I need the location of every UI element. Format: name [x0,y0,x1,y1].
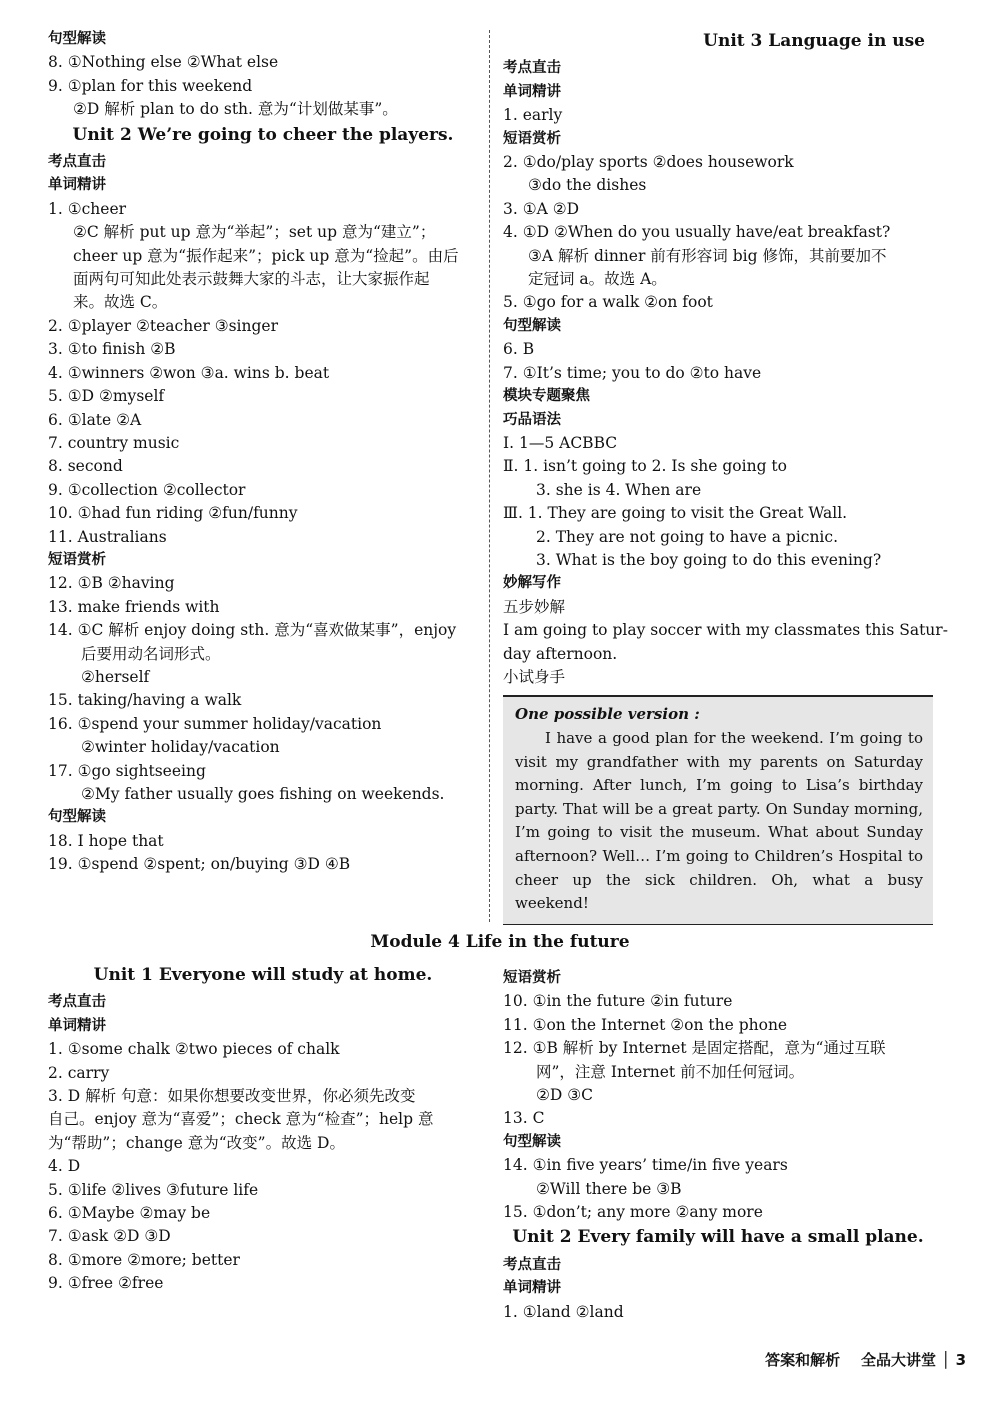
answer-line: 11. ①on the Internet ②on the phone [503,1015,788,1034]
answer-line: 2. ①do/play sports ②does housework [503,153,794,172]
answer-line: 9. ①plan for this weekend [48,76,253,95]
answer-line: 1. ①cheer [48,199,127,218]
sample-essay-box [503,695,933,924]
module-title: Module 4 Life in the future [370,932,630,952]
answer-line: Ⅱ. 1. isn’t going to 2. Is she going to [503,457,787,476]
answer-line: ②Will there be ③B [536,1179,682,1198]
answer-line: ②herself [81,667,150,686]
answer-line: 12. ①B ②having [48,574,175,593]
answer-line: 19. ①spend ②spent; on/buying ③D ④B [48,855,351,874]
answer-line: 5. ①D ②myself [48,387,165,406]
answer-line: 8. second [48,457,123,476]
answer-line: 后要用动名词形式。 [81,644,221,663]
answer-line: ②C 解析 put up 意为“举起”；set up 意为“建立”； [73,223,436,242]
answer-line: 13. make friends with [48,597,220,616]
section-heading: 妙解写作 [503,575,561,592]
answer-line: 2. ①player ②teacher ③singer [48,316,279,335]
answer-line: 9. ①collection ②collector [48,480,246,499]
answer-line: Ⅲ. 1. They are going to visit the Great Wall. [503,504,848,523]
answer-line: day afternoon. [503,644,618,663]
answer-line: 10. ①in the future ②in future [503,992,733,1011]
section-heading: 单词精讲 [48,177,106,194]
section-heading: 句型解读 [503,317,561,334]
answer-line: 为“帮助”；change 意为“改变”。故选 D。 [48,1133,345,1152]
answer-line: 3. she is 4. When are [536,480,702,499]
answer-line: ②winter holiday/vacation [81,738,280,757]
answer-line: 面两句可知此处表示鼓舞大家的斗志，让大家振作起 [73,270,430,289]
section-heading: 单词精讲 [48,1017,106,1034]
answer-line: 2. carry [48,1063,110,1082]
answer-line: ③do the dishes [528,176,647,195]
answer-line: 5. ①go for a walk ②on foot [503,293,713,312]
answer-line: 10. ①had fun riding ②fun/funny [48,504,298,523]
section-heading: 单词精讲 [503,83,561,100]
footer-label: 答案和解析 [765,1351,841,1369]
section-heading: 巧品语法 [503,411,561,428]
answer-line: 自己。enjoy 意为“喜爱”；check 意为“检查”；help 意 [48,1110,434,1129]
answer-line: 1. ①some chalk ②two pieces of chalk [48,1040,340,1059]
answer-line: 13. C [503,1109,545,1128]
answer-line: 3. D 解析 句意：如果你想要改变世界，你必须先改变 [48,1087,416,1106]
answer-line: 1. ①land ②land [503,1302,624,1321]
answer-line: ③A 解析 dinner 前有形容词 big 修饰，其前要加不 [528,246,887,265]
page-number: 3 [955,1351,966,1369]
section-heading: 短语赏析 [503,970,561,986]
answer-line: ②D 解析 plan to do sth. 意为“计划做某事”。 [73,100,398,119]
left-column-bottom [48,962,478,1296]
page-footer [765,1349,966,1370]
answer-line: 15. taking/having a walk [48,691,242,710]
section-heading: 单词精讲 [503,1280,561,1297]
answer-line: 来。故选 C。 [73,293,168,312]
right-column-top [503,28,948,925]
answer-line: 定冠词 a。故选 A。 [528,270,667,289]
section-heading: 考点直击 [503,1256,561,1273]
answer-line: 3. ①A ②D [503,199,580,218]
unit-title: Unit 2 Every family will have a small plane. [512,1227,924,1248]
section-heading: 考点直击 [48,154,106,171]
answer-line: 14. ①C 解析 enjoy doing sth. 意为“喜欢做某事”，enjoy [48,621,457,640]
column-divider [489,30,490,922]
answer-line: Ⅰ. 1—5 ACBBC [503,433,618,452]
answer-line: 网”，注意 Internet 前不加任何冠词。 [536,1062,805,1081]
answer-line: 14. ①in five years’ time/in five years [503,1156,788,1175]
sub-heading: 小试身手 [503,667,566,686]
answer-line: 6. B [503,340,535,359]
answer-line: 7. ①It’s time; you to do ②to have [503,363,762,382]
answer-line: 2. They are not going to have a picnic. [536,527,839,546]
answer-line: 6. ①Maybe ②may be [48,1204,211,1223]
answer-line: 7. country music [48,433,180,452]
answer-line: ②My father usually goes fishing on weekends. [81,785,445,803]
footer-brand: 全品大讲堂 [861,1351,937,1369]
answer-line: 9. ①free ②free [48,1274,164,1293]
version-label: One possible version : [515,705,700,724]
section-heading: 短语赏析 [503,130,561,147]
answer-line: 11. Australians [48,527,167,546]
section-heading: 考点直击 [503,60,561,77]
answer-line: 16. ①spend your summer holiday/vacation [48,714,382,733]
unit-title: Unit 1 Everyone will study at home. [93,965,433,985]
section-heading: 句型解读 [503,1133,561,1150]
footer-separator: │ [941,1351,951,1369]
unit-title: Unit 2 We’re going to cheer the players. [72,124,454,145]
answer-line: 12. ①B 解析 by Internet 是固定搭配，意为“通过互联 [503,1039,886,1058]
answer-line: 3. What is the boy going to do this evening? [536,550,882,569]
answer-line: 8. ①more ②more; better [48,1250,240,1269]
answer-line: I am going to play soccer with my classmates this Satur- [503,621,948,640]
sub-heading: 五步妙解 [503,597,566,616]
answer-line: 4. ①D ②When do you usually have/eat breakfast? [503,223,891,242]
essay-text: I have a good plan for the weekend. I’m going to visit my grandfather with my parents on Saturday morning. After lunch, I’m going to Lisa’s birthday party. That will be a great party. On Sunday morning, I’m going to visit the museum. What about Sunday afternoon? Well… I’m going to Children’s Hospital to cheer up the sick children. Oh, what a busy weekend! [515,728,923,913]
answer-line: 1. early [503,106,563,125]
unit-title: Unit 3 Language in use [703,31,925,51]
answer-line: 17. ①go sightseeing [48,761,206,780]
answer-line: 18. I hope that [48,831,164,850]
answer-line: ②D ③C [536,1086,594,1105]
left-column-top [48,28,478,877]
answer-line: 4. ①winners ②won ③a. wins b. beat [48,363,330,382]
answer-line: 4. D [48,1157,81,1176]
right-column-bottom [503,967,933,1324]
answer-line: 3. ①to finish ②B [48,340,176,359]
section-heading: 考点直击 [48,994,106,1011]
answer-line: 6. ①late ②A [48,410,142,429]
section-heading: 短语赏析 [48,551,106,568]
answer-line: 15. ①don’t; any more ②any more [503,1203,763,1222]
section-heading: 句型解读 [48,809,106,826]
answer-line: 8. ①Nothing else ②What else [48,53,279,72]
section-heading: 模块专题聚焦 [503,388,590,405]
section-heading: 句型解读 [48,31,106,47]
answer-line: 7. ①ask ②D ③D [48,1227,171,1246]
answer-line: 5. ①life ②lives ③future life [48,1180,259,1199]
answer-line: cheer up 意为“振作起来”；pick up 意为“捡起”。由后 [73,246,459,265]
